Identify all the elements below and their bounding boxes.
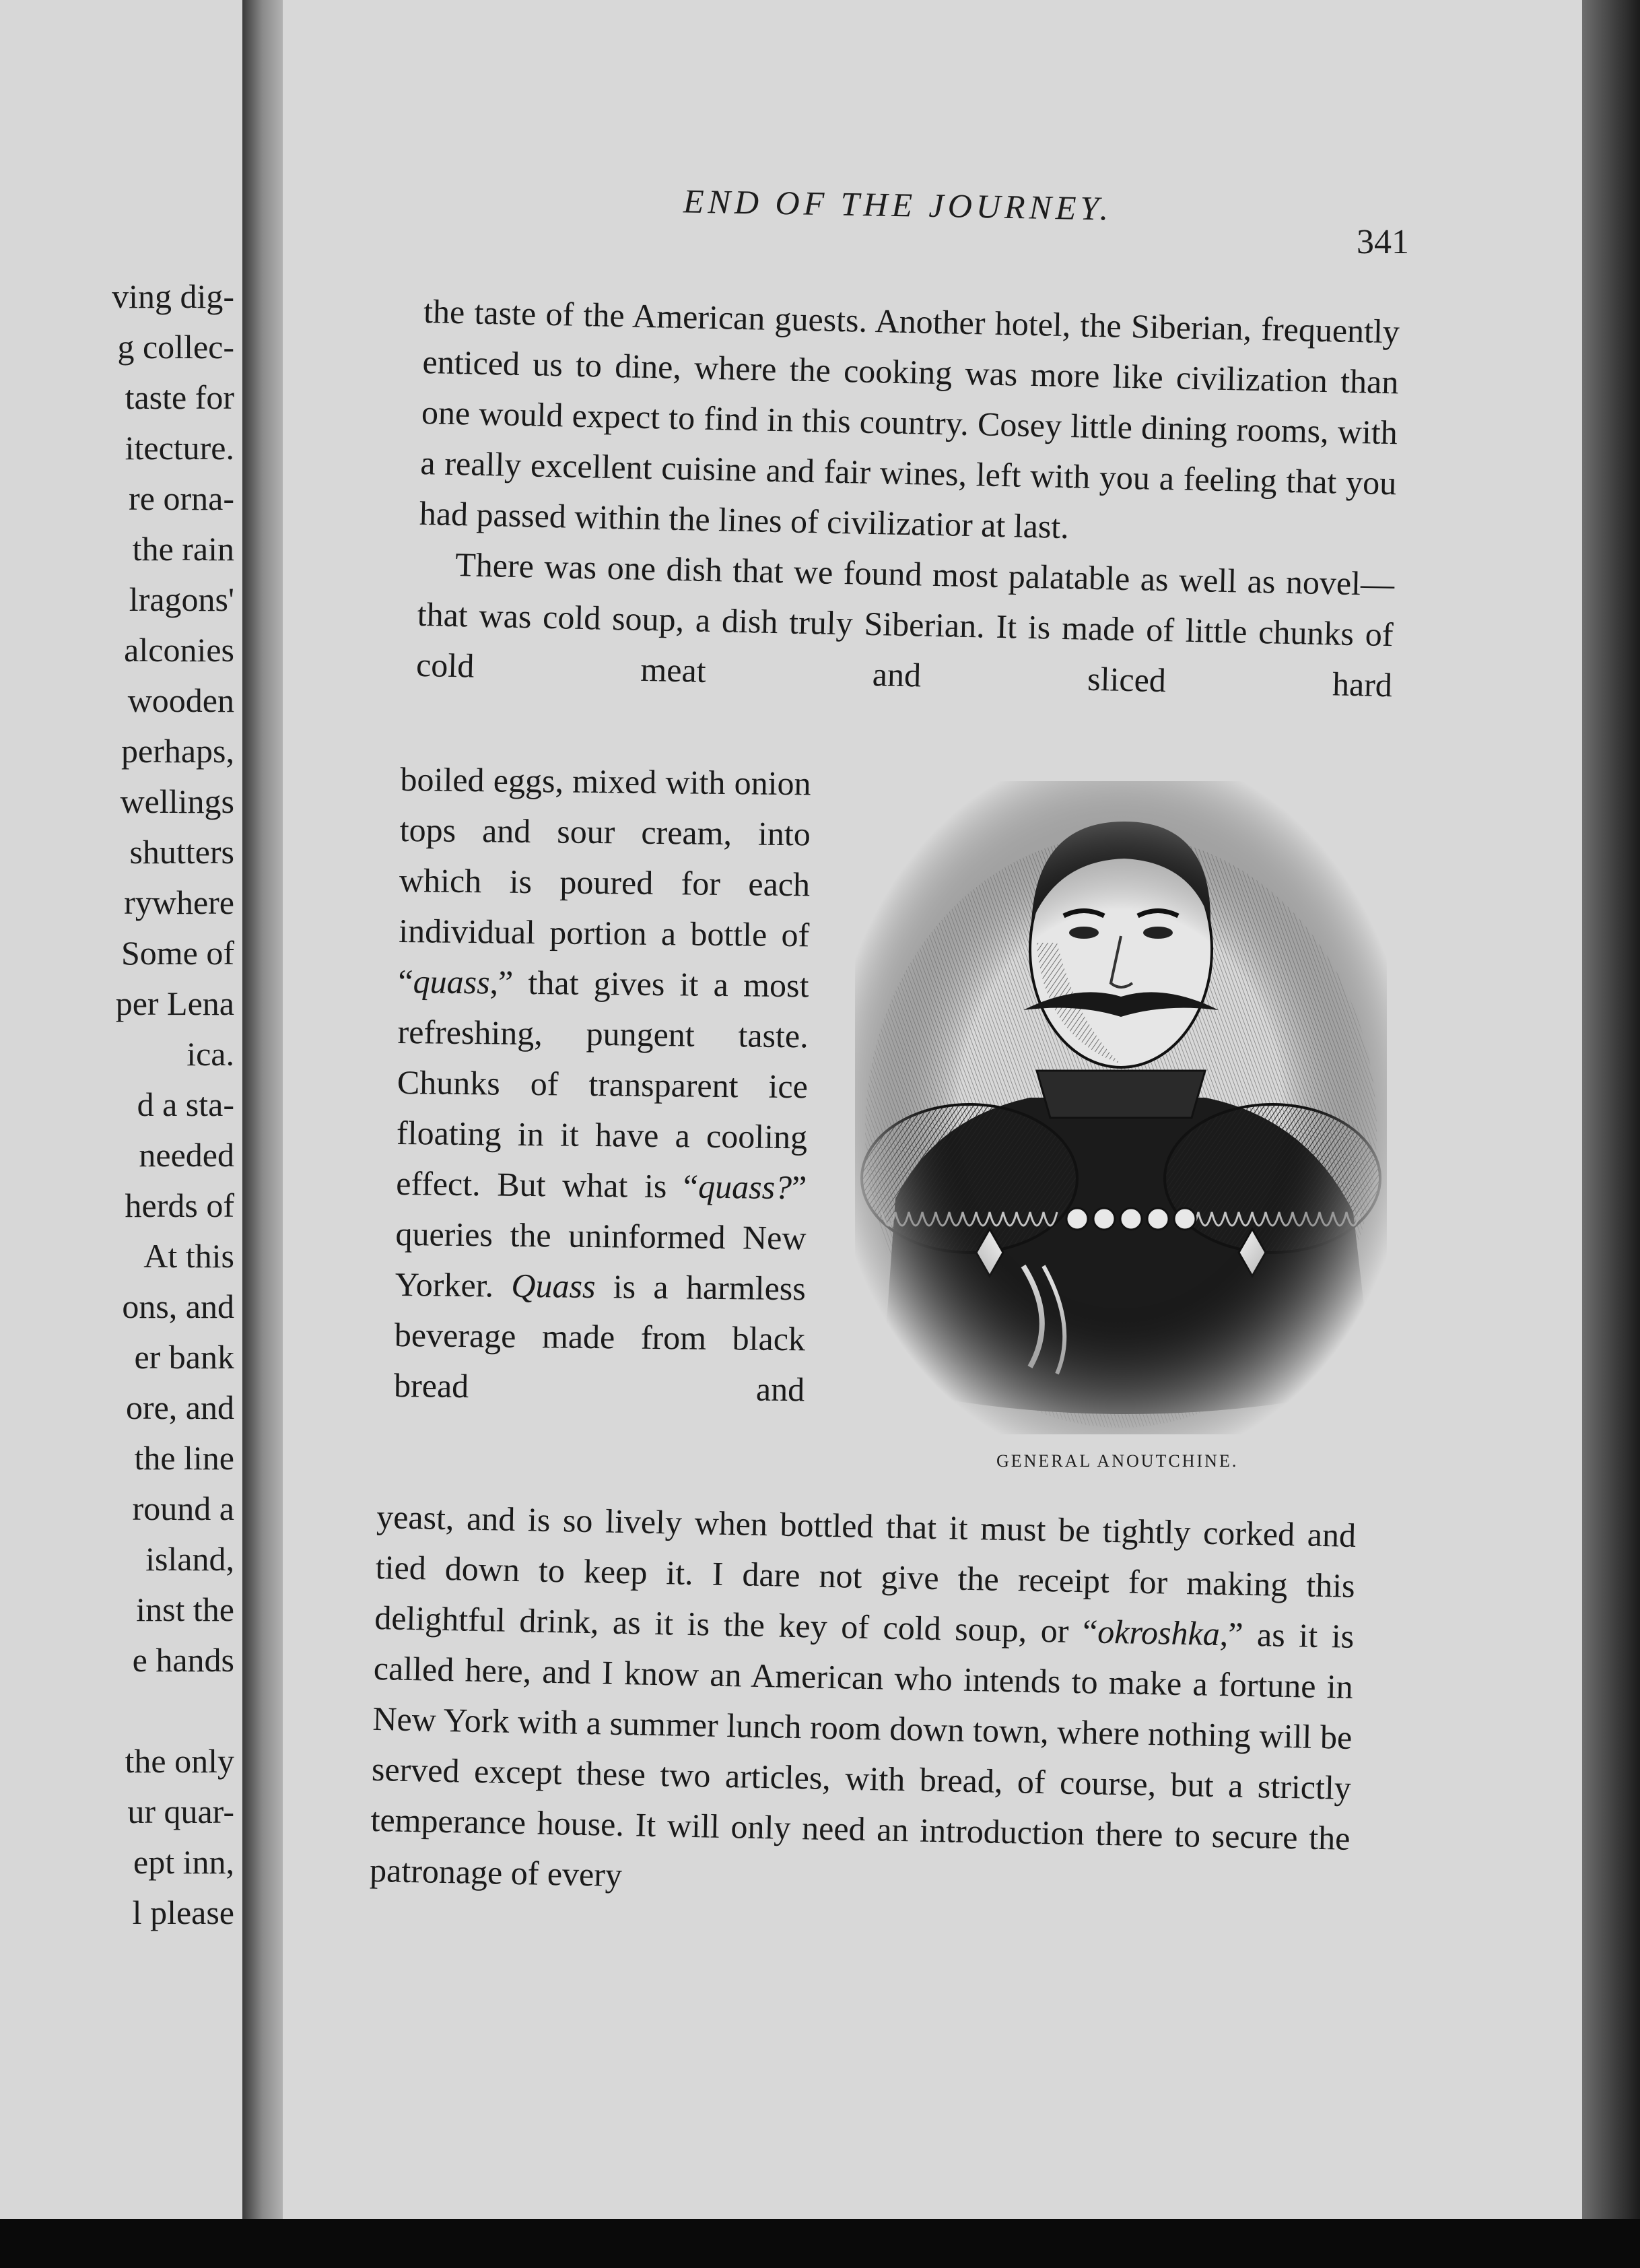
left-page-line: herds of (125, 1187, 234, 1224)
book-page-341 (283, 0, 1582, 2219)
left-page-line: island, (145, 1540, 234, 1578)
left-page-line: round a (132, 1490, 234, 1527)
left-page-line: rywhere (124, 883, 234, 921)
italic-term-quass: quass (413, 962, 490, 1001)
paragraph-quass (394, 754, 811, 1415)
left-page-line: d a sta- (137, 1086, 234, 1123)
left-page-line: e hands (132, 1641, 234, 1679)
left-page-line: shutters (129, 833, 234, 871)
paragraph-hotel-siberian: the taste of the American guests. Another hotel, the Siberian, frequently enticed us to dine, where the cooking was more like civilization than one would expect to find in this country. Cosey little dining rooms, with a really excellent cuisine and fair wines, left with you a feeling that you had passed within the lines of civilizatior at last. (419, 292, 1400, 546)
left-page-line: wooden (127, 681, 234, 719)
left-page-line: taste for (125, 378, 234, 416)
left-page-line: Some of (121, 934, 234, 972)
scan-edge-bottom (0, 2219, 1640, 2268)
left-page-line: needed (139, 1136, 234, 1174)
left-page-line: er bank (134, 1338, 234, 1376)
left-page-line: itecture. (125, 429, 234, 467)
left-page-line: the line (134, 1439, 234, 1477)
left-page-line: inst the (136, 1591, 234, 1628)
text-run: ,” as it is called here, and I know an American who intends to make a fortune in New York with a summer lunch room down town, where nothing will be served except these two articles, with bread, of course, but a strictly temperance house. It will only need an introduction there to secure the patronage of every (369, 1615, 1355, 1894)
left-page-line: perhaps, (121, 732, 234, 770)
running-head: END OF THE JOURNEY. (683, 182, 1113, 228)
italic-term-okroshka: okroshka (1097, 1612, 1221, 1653)
text-run: ” queries the uninformed New Yorker. (395, 1168, 807, 1304)
italic-term-quass-question: quass? (697, 1167, 792, 1207)
left-page-line: the only (125, 1742, 234, 1780)
italic-term-quass-capital: Quass (511, 1266, 596, 1306)
left-page-line: the rain (132, 530, 234, 568)
left-page-line: lragons' (129, 580, 234, 618)
left-page-line: g collec- (117, 328, 234, 366)
scan-edge-right (1582, 0, 1640, 2268)
left-page-line: l please (132, 1894, 234, 1931)
left-page-line: wellings (120, 782, 234, 820)
left-page-line: ore, and (125, 1389, 234, 1426)
top-text-block (415, 286, 1400, 710)
left-page-line: re orna- (129, 479, 234, 517)
left-page-line: ons, and (122, 1288, 234, 1325)
text-run: is a harmless beverage made from black bread and (393, 1267, 807, 1409)
bottom-text-block (369, 1492, 1356, 1914)
left-page-line: ving dig- (112, 277, 234, 315)
left-page-line: per Lena (115, 985, 234, 1022)
page-number: 341 (1357, 223, 1409, 261)
paragraph-cold-soup-intro: There was one dish that we found most palatable as well as novel—that was cold soup, a dish truly Siberian. It is made of little chunks of cold meat and sliced hard (415, 545, 1395, 704)
paragraph-okroshka (369, 1492, 1356, 1914)
text-run: ,” that gives it a most refreshing, pungent taste. Chunks of transparent ice floating in it have a cooling effect. But what is “ (396, 963, 809, 1205)
facing-page-left (0, 0, 249, 2222)
wrapped-text-column (394, 754, 811, 1415)
text-run: yeast, and is so lively when bottled that it must be tightly corked and tied down to keep it. I dare not give the receipt for making this delightful drink, as it is the key of cold soup, or “ (374, 1497, 1357, 1650)
left-page-line: ur quar- (127, 1793, 234, 1830)
text-run: boiled eggs, mixed with onion tops and sour cream, into which is poured for each individual portion a bottle of “ (398, 760, 811, 1001)
left-page-line: ept inn, (133, 1843, 234, 1881)
illustration-caption: GENERAL ANOUTCHINE. (996, 1451, 1239, 1471)
left-page-line: alconies (124, 631, 234, 669)
left-page-line: At this (143, 1237, 234, 1275)
portrait-engraving (855, 781, 1387, 1434)
left-page-line: ica. (186, 1035, 234, 1073)
